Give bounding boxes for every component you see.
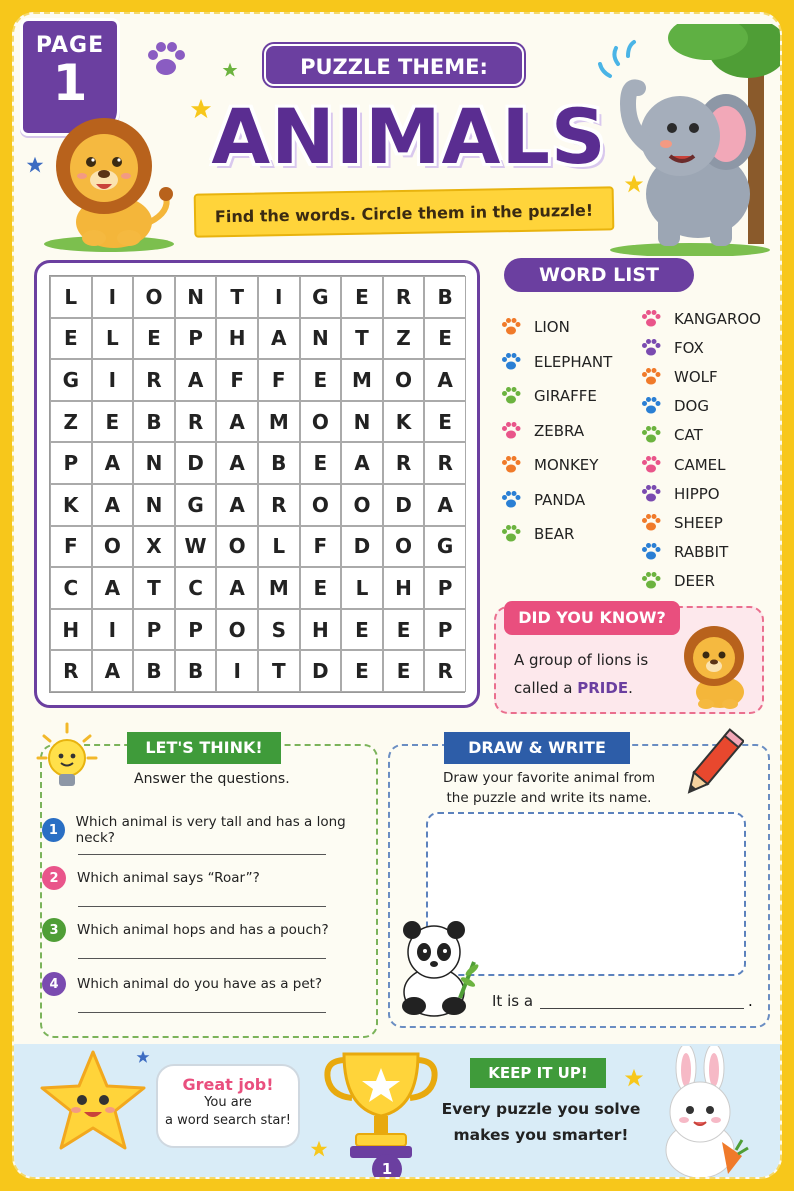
grid-letter-cell[interactable]: B: [175, 650, 217, 692]
answer-line[interactable]: [78, 1012, 326, 1013]
grid-letter-cell[interactable]: E: [341, 276, 383, 318]
bunny-illustration: [648, 1046, 752, 1179]
word-label: LION: [534, 318, 570, 337]
word-list-item: [640, 392, 761, 421]
grid-letter-cell[interactable]: P: [175, 609, 217, 651]
word-list-item: [640, 479, 761, 508]
word-list-item: [500, 310, 612, 345]
grid-letter-cell[interactable]: O: [341, 484, 383, 526]
lion-illustration: [34, 104, 184, 254]
question-item: [42, 972, 372, 996]
fact-text: A group of lions is called a: [514, 651, 649, 697]
grid-letter-cell[interactable]: O: [133, 276, 175, 318]
grid-letter-cell[interactable]: T: [258, 650, 300, 692]
paw-icon: [500, 455, 522, 475]
word-label: CAT: [674, 426, 703, 445]
word-list-item: [640, 333, 761, 362]
paw-icon: [640, 425, 662, 445]
word-list-item: [640, 567, 761, 596]
grid-letter-cell[interactable]: E: [300, 567, 342, 609]
grid-letter-cell[interactable]: E: [133, 318, 175, 360]
instruction-banner: Find the words. Circle them in the puzzle!: [194, 186, 615, 237]
grid-letter-cell[interactable]: T: [341, 318, 383, 360]
grid-letter-cell[interactable]: L: [92, 318, 134, 360]
grid-letter-cell[interactable]: B: [258, 442, 300, 484]
word-label: DEER: [674, 572, 715, 591]
paw-icon: [640, 367, 662, 387]
grid-letter-cell[interactable]: B: [133, 650, 175, 692]
grid-letter-cell[interactable]: G: [175, 484, 217, 526]
answer-line[interactable]: [78, 854, 326, 855]
animal-name-line[interactable]: [540, 1008, 744, 1009]
grid-letter-cell[interactable]: R: [424, 650, 466, 692]
grid-letter-cell[interactable]: P: [424, 567, 466, 609]
grid-letter-cell[interactable]: F: [50, 526, 92, 568]
grid-letter-cell[interactable]: E: [300, 359, 342, 401]
page-tab-label: PAGE: [35, 33, 105, 58]
grid-letter-cell[interactable]: A: [216, 442, 258, 484]
grid-letter-cell[interactable]: O: [92, 526, 134, 568]
grid-letter-cell[interactable]: C: [175, 567, 217, 609]
grid-letter-cell[interactable]: Z: [383, 318, 425, 360]
grid-letter-cell[interactable]: O: [300, 401, 342, 443]
grid-letter-cell[interactable]: A: [92, 567, 134, 609]
grid-letter-cell[interactable]: C: [50, 567, 92, 609]
grid-letter-cell[interactable]: R: [383, 442, 425, 484]
word-label: MONKEY: [534, 456, 599, 475]
pencil-icon: [678, 726, 744, 806]
grid-letter-cell[interactable]: H: [300, 609, 342, 651]
did-you-know-text: [514, 646, 674, 702]
paw-icon: [640, 309, 662, 329]
answer-prompt: It is a: [492, 992, 534, 1010]
grid-letter-cell[interactable]: P: [50, 442, 92, 484]
grid-letter-cell[interactable]: N: [175, 276, 217, 318]
grid-letter-cell[interactable]: E: [300, 442, 342, 484]
did-you-know-title: DID YOU KNOW?: [504, 601, 680, 635]
question-number-badge: 3: [42, 918, 66, 942]
grid-letter-cell[interactable]: G: [50, 359, 92, 401]
grid-letter-cell[interactable]: A: [216, 401, 258, 443]
page-title: ANIMALS: [211, 92, 607, 181]
paw-icon: [500, 490, 522, 510]
answer-line[interactable]: [78, 958, 326, 959]
grid-letter-cell[interactable]: R: [383, 276, 425, 318]
paw-icon: [640, 338, 662, 358]
word-label: BEAR: [534, 525, 575, 544]
grid-letter-cell[interactable]: O: [383, 526, 425, 568]
grid-letter-cell[interactable]: A: [258, 318, 300, 360]
grid-letter-cell[interactable]: E: [424, 318, 466, 360]
grid-letter-cell[interactable]: F: [258, 359, 300, 401]
word-label: ZEBRA: [534, 421, 585, 440]
grid-letter-cell[interactable]: A: [424, 484, 466, 526]
grid-letter-cell[interactable]: P: [175, 318, 217, 360]
word-list-item: [500, 517, 612, 552]
grid-letter-cell[interactable]: L: [50, 276, 92, 318]
grid-letter-cell[interactable]: E: [383, 650, 425, 692]
lets-think-title: LET'S THINK!: [127, 732, 281, 764]
grid-letter-cell[interactable]: F: [216, 359, 258, 401]
grid-letter-cell[interactable]: I: [92, 359, 134, 401]
grid-letter-cell[interactable]: G: [424, 526, 466, 568]
grid-letter-cell[interactable]: P: [133, 609, 175, 651]
grid-letter-cell[interactable]: B: [133, 401, 175, 443]
grid-letter-cell[interactable]: I: [216, 650, 258, 692]
grid-letter-cell[interactable]: E: [424, 401, 466, 443]
grid-letter-cell[interactable]: A: [92, 442, 134, 484]
grid-letter-cell[interactable]: I: [92, 609, 134, 651]
word-list-item: [640, 538, 761, 567]
question-item: [42, 918, 372, 942]
word-list-left: [500, 310, 612, 552]
grid-letter-cell[interactable]: A: [216, 567, 258, 609]
question-text: Which animal do you have as a pet?: [77, 976, 323, 992]
word-search-grid[interactable]: [49, 275, 465, 693]
grid-letter-cell[interactable]: I: [258, 276, 300, 318]
word-label: RABBIT: [674, 543, 729, 562]
paw-icon: [500, 421, 522, 441]
keep-it-up-title: KEEP IT UP!: [470, 1058, 606, 1088]
grid-letter-cell[interactable]: E: [383, 609, 425, 651]
grid-letter-cell[interactable]: R: [258, 484, 300, 526]
question-item: [42, 866, 372, 890]
grid-letter-cell[interactable]: O: [300, 484, 342, 526]
word-label: PANDA: [534, 490, 586, 509]
word-list-right: [640, 304, 761, 596]
paw-icon: [500, 524, 522, 544]
grid-letter-cell[interactable]: M: [258, 401, 300, 443]
grid-letter-cell[interactable]: H: [50, 609, 92, 651]
grid-letter-cell[interactable]: I: [92, 276, 134, 318]
grid-letter-cell[interactable]: O: [216, 526, 258, 568]
paw-icon: [500, 386, 522, 406]
grid-letter-cell[interactable]: R: [133, 359, 175, 401]
paw-icon: [640, 542, 662, 562]
question-text: Which animal is very tall and has a long neck?: [75, 814, 346, 846]
question-number-badge: 4: [42, 972, 66, 996]
paw-icon: [640, 484, 662, 504]
word-label: KANGAROO: [674, 309, 761, 328]
star-icon: [222, 62, 238, 78]
grid-letter-cell[interactable]: N: [133, 484, 175, 526]
word-list-item: [640, 508, 761, 537]
grid-letter-cell[interactable]: N: [341, 401, 383, 443]
paw-icon: [500, 352, 522, 372]
grid-letter-cell[interactable]: F: [300, 526, 342, 568]
word-list-item: [640, 450, 761, 479]
bubble-text-line-2: a word search star!: [165, 1113, 291, 1128]
page-number: 1: [372, 1154, 402, 1179]
grid-letter-cell[interactable]: A: [92, 650, 134, 692]
word-search-panel: [34, 260, 480, 708]
question-text: Which animal says “Roar”?: [77, 870, 260, 886]
worksheet-page: [12, 12, 782, 1179]
bubble-text-line-1: You are: [204, 1095, 252, 1110]
grid-letter-cell[interactable]: N: [133, 442, 175, 484]
grid-letter-cell[interactable]: R: [175, 401, 217, 443]
paw-icon: [640, 396, 662, 416]
keep-it-up-text: Every puzzle you solve makes you smarter!: [441, 1100, 641, 1144]
paw-print-icon: [144, 40, 188, 80]
answer-line[interactable]: [78, 906, 326, 907]
grid-letter-cell[interactable]: N: [300, 318, 342, 360]
grid-letter-cell[interactable]: M: [258, 567, 300, 609]
fact-text-end: .: [628, 679, 633, 697]
word-label: FOX: [674, 338, 704, 357]
question-text: Which animal hops and has a pouch?: [77, 922, 329, 938]
star-icon: [624, 1068, 644, 1088]
word-list-item: [640, 421, 761, 450]
word-list-item: [500, 414, 612, 449]
grid-letter-cell[interactable]: T: [216, 276, 258, 318]
word-label: CAMEL: [674, 455, 726, 474]
grid-letter-cell[interactable]: D: [341, 526, 383, 568]
grid-letter-cell[interactable]: O: [383, 359, 425, 401]
fact-highlight: PRIDE: [577, 679, 629, 697]
grid-letter-cell[interactable]: A: [341, 442, 383, 484]
grid-letter-cell[interactable]: H: [216, 318, 258, 360]
grid-letter-cell[interactable]: Z: [50, 401, 92, 443]
paw-icon: [640, 455, 662, 475]
word-list-item: [640, 304, 761, 333]
word-label: GIRAFFE: [534, 387, 597, 406]
grid-letter-cell[interactable]: X: [133, 526, 175, 568]
grid-letter-cell[interactable]: S: [258, 609, 300, 651]
star-character-illustration: [36, 1048, 150, 1156]
bubble-title: Great job!: [182, 1075, 274, 1094]
star-icon: [136, 1050, 150, 1064]
grid-letter-cell[interactable]: E: [341, 650, 383, 692]
question-number-badge: 1: [42, 818, 65, 842]
grid-letter-cell[interactable]: W: [175, 526, 217, 568]
draw-write-title: DRAW & WRITE: [444, 732, 630, 764]
paw-icon: [640, 513, 662, 533]
grid-letter-cell[interactable]: B: [424, 276, 466, 318]
grid-letter-cell[interactable]: R: [424, 442, 466, 484]
grid-letter-cell[interactable]: R: [50, 650, 92, 692]
small-lion-illustration: [676, 620, 756, 710]
grid-letter-cell[interactable]: K: [50, 484, 92, 526]
paw-icon: [500, 317, 522, 337]
word-list-item: [500, 345, 612, 380]
grid-letter-cell[interactable]: A: [175, 359, 217, 401]
lightbulb-icon: [36, 722, 98, 794]
grid-letter-cell[interactable]: K: [383, 401, 425, 443]
star-icon: [310, 1140, 328, 1158]
word-list-item: [640, 362, 761, 391]
grid-letter-cell[interactable]: G: [300, 276, 342, 318]
word-label: SHEEP: [674, 513, 723, 532]
word-list-item: [500, 448, 612, 483]
grid-letter-cell[interactable]: E: [50, 318, 92, 360]
grid-letter-cell[interactable]: H: [383, 567, 425, 609]
grid-letter-cell[interactable]: D: [175, 442, 217, 484]
grid-letter-cell[interactable]: L: [341, 567, 383, 609]
trophy-icon: [320, 1048, 442, 1160]
grid-letter-cell[interactable]: A: [92, 484, 134, 526]
word-list-item: [500, 379, 612, 414]
theme-label: PUZZLE THEME:: [264, 44, 524, 86]
word-label: DOG: [674, 397, 709, 416]
question-number-badge: 2: [42, 866, 66, 890]
grid-letter-cell[interactable]: D: [300, 650, 342, 692]
page-tab-number: 1: [52, 54, 88, 112]
question-item: [42, 814, 372, 846]
grid-letter-cell[interactable]: D: [383, 484, 425, 526]
elephant-illustration: [598, 24, 782, 256]
panda-illustration: [394, 914, 480, 1018]
word-list-item: [500, 483, 612, 518]
grid-letter-cell[interactable]: O: [216, 609, 258, 651]
draw-write-instruction: Draw your favorite animal from the puzzle and write its name.: [442, 770, 656, 806]
grid-letter-cell[interactable]: M: [341, 359, 383, 401]
paw-icon: [640, 571, 662, 591]
word-list-title: WORD LIST: [504, 258, 694, 292]
grid-letter-cell[interactable]: A: [424, 359, 466, 401]
grid-letter-cell[interactable]: E: [92, 401, 134, 443]
grid-letter-cell[interactable]: A: [216, 484, 258, 526]
grid-letter-cell[interactable]: P: [424, 609, 466, 651]
lets-think-instruction: Answer the questions.: [134, 771, 290, 787]
grid-letter-cell[interactable]: T: [133, 567, 175, 609]
word-label: HIPPO: [674, 484, 720, 503]
answer-end: .: [748, 992, 753, 1010]
grid-letter-cell[interactable]: E: [341, 609, 383, 651]
grid-letter-cell[interactable]: L: [258, 526, 300, 568]
word-label: WOLF: [674, 367, 718, 386]
word-label: ELEPHANT: [534, 352, 613, 371]
speech-bubble: [156, 1064, 300, 1148]
